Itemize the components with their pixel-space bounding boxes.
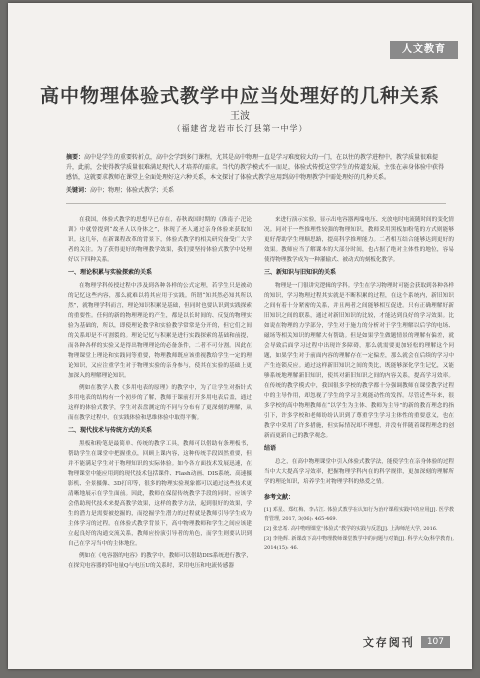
divider <box>66 203 446 204</box>
reference-item: [3] 李艳辉. 新课改下高中物理教师课堂教学中的问题与对策[J]. 科学大众(科学教育), 2014(15): 46. <box>264 536 454 551</box>
abstract-label: 摘要： <box>66 154 85 161</box>
paragraph: 物理是一门很讲究逻辑的学科。学生在学习物理时可能会获取到各种各样的知识，学习物理过程其实就是不断积累的过程，在这个系统内，新旧知识之间有着十分紧密的关系，并且两者之间能够相互促进。只有正确理解好新旧知识之间的联系，通过对新旧知识的比较，才能达到良好的学习效果。比如说在物理的力学部分，学生对于施力的分析对于学生理解以后学的电场、磁场等相关知识的理解大有帮助。但是如果学生做题情景的理解有偏差，就会导致后面学习过程中出现许多障碍，那么就需要更加轻松的理解这个问题，如果学生对于前面内容的理解存在一定偏差，那么就会在后续的学习中产生连锁反应。通过这样新旧知识之间的类比，既能够深化学生记忆，又能够系统地理解新旧知识，使其对新旧知识之间的内容关系，提高学习效率。在传统的教学模式中，我国很多学校的教学都十分强调教师在课堂教学过程中的主导作用，却忽视了学生的学习主观能动性的发挥。尽管近些年来，很多学校的高中物理教师在“以学生为主体、教师为主导”的新的教育理念的指引下，许多学校和老师纷纷认识到了尊重学生学习主体性的重要意义，也在教学中采用了许多措施，但实际情况却不理想，并没有伴随着课程理念的创新而更新自己的教学观念。 <box>264 283 455 439</box>
reference-item: [2] 张忠希. 高中物理课堂“体验式”教学的实践与反思[J]. 上海师范大学, 2016. <box>264 526 438 532</box>
journal-page <box>8 3 472 669</box>
journal-name: 文存阅刊 <box>362 636 415 649</box>
paragraph: 总之，在高中物理课堂中引入体验式教学法，能使学生在亲身体验的过程当中大大提高学习效率，把握物理学科内在的科学规律，更加深刻的理解所学的理论知识，培养学生对物理学科的热爱之情。 <box>264 459 455 485</box>
paragraph: 在物理学科传授过程中涉及到各种各样的公式定理，若学生只是被动的记忆这些内容，那么就难以将其应用于实践。所谓“知其然必知其所以然”，就物理学科而言，理论知识积累是基础，但同时也要认识到实践探索的重要性。任何的新的物理理论的产生，都是以长时间的、反复的物理实验为基础的，所以，即使理论教学和实验教学常常是分开的，但它们之间的关系却是不可割裂的。理论记忆与积累是进行实践探索的基础和前提，而各种各样的实验又是得出物理理论的必备条件，二者不可分割。因此在物理课堂上理论和实践同等重要，物理教师既应该重视教给学生一定的理论知识，又应注重学生对于物理实验的亲身参与，使其在实验的基础上更加深入的理解理论知识。 <box>68 283 252 379</box>
right-column <box>264 215 454 554</box>
section-heading: 一、理论积累与实验探索的关系 <box>68 269 153 276</box>
paragraph: 例如在《电容器的电容》的教学中，教师可以借助DIS系统进行教学，在探究电容器的带电量Q与电压U的关系时，采用电压和电流传感器 <box>68 553 252 569</box>
abstract-text: 高中是学生的重要转折点，高中会学到多门课程，尤其是高中物理一直是学习难度较大的一门，在以往的教学进程中，教学质量很难提升，此前，会使得教学质量很难满足现代人才培养的需求。当代的教学模式不一而足，体验式传授这堂学生的传道发展，主张在亲身体验中获得感悟，这就要求教师在课堂上全面处理好这六种关系，本文探讨了体验式教学应用到高中物理教学中需处理好的几种关系。 <box>66 154 445 181</box>
section-heading: 三、新知识与旧知识的关系 <box>264 269 337 276</box>
paragraph: 在我国，体验式教学的思想早已存在，春秋战国时期的《淮南子·汜论训》中就曾提到“故圣人以身体之”，体现了圣人通过亲身体验来获取知识。这几年，在新课程改革的背景下，体验式教学的相关研究备受广大学者的关注。为了获得更好的物理教学效果，我们要坚持体验式教学中处理好以下四种关系。 <box>68 217 252 263</box>
paragraph: 来进行演示实验，显示出电容器两端电压、充放电时电流随时间的变化情况。同对于一些推理性较强的物理知识，教师采用黑板加粉笔的方式则能够更好帮助学生理顺思路，提高科学推理能力。二者相互结合能够达到更好的效果。教师应当了解课本的大部分时间，也占据了绝对主体性的地位，容易使得物理教学成为一种灌输式、被动式的刻板化教学。 <box>264 217 455 263</box>
author-name: 王波 <box>230 111 250 122</box>
reference-item: [1] 邓星、郑红梅、李占江. 体验式教学在认知行为治疗课程实践中的应用[J]. 医学教育管理, 2017, 3(06): 465-469. <box>264 507 454 522</box>
abstract <box>66 153 446 183</box>
author-affiliation: （福建省龙岩市长汀县第一中学） <box>172 124 308 133</box>
paragraph: 例如在教学人教《多用电表的原理》的教学中，为了让学生对指针式多用电表的结构有一个初步的了解，教师于课前打开多用电表后盖，通过这样的体验式教学，学生对表盘测定的不同与分布有了更深刻的理解，从而在教学过程中，在实践体验和思维体验中取得平衡。 <box>68 385 252 421</box>
keywords-text: 高中；物理；体验式教学；关系 <box>90 187 175 194</box>
page-number: 107 <box>421 636 450 648</box>
section-heading: 结语 <box>264 445 277 452</box>
section-tag: 人文教育 <box>390 41 458 59</box>
keywords-label: 关键词： <box>66 187 91 194</box>
keywords <box>66 186 446 196</box>
paragraph: 黑板和粉笔是最简单、传统的教学工具，教师可以借助有条理板书，帮助学生在课堂中把握重点，回顾上课内容，这种传统手段固然重要，但并不能满足学生对于物理知识的实际体验。如今各方面技术发展迅速，在物理课堂中能应用到的现代技术包括课件、Flash动画、DIS系统、高速摄影机、全景摄像、3D打印等，很多的物理实验现象都可以通过这些技术更清晰地展示在学生面前。因此，教师在保留传统教学手段的同时，应该学会借助现代技术来提高教学效果，这样的教学方法，起到很好的效果，学生的潜力是需要被挖掘的，而挖掘学生潜力的过程就是教师引导学生成为主体学习的过程。在体验式教学背景下，高中物理教师和学生之间应该建立起良好的沟通交流关系，教师应扮演引导者的角色，而学生则要认识到自己在学习当中的主体地位。 <box>68 441 252 547</box>
section-heading: 二、现代技术与传统方式的关系 <box>68 427 153 434</box>
left-column <box>68 215 252 573</box>
page-footer <box>363 635 450 649</box>
references-title: 参考文献： <box>264 494 295 501</box>
article-title: 高中物理体验式教学中应当处理好的几种关系 <box>39 85 440 107</box>
